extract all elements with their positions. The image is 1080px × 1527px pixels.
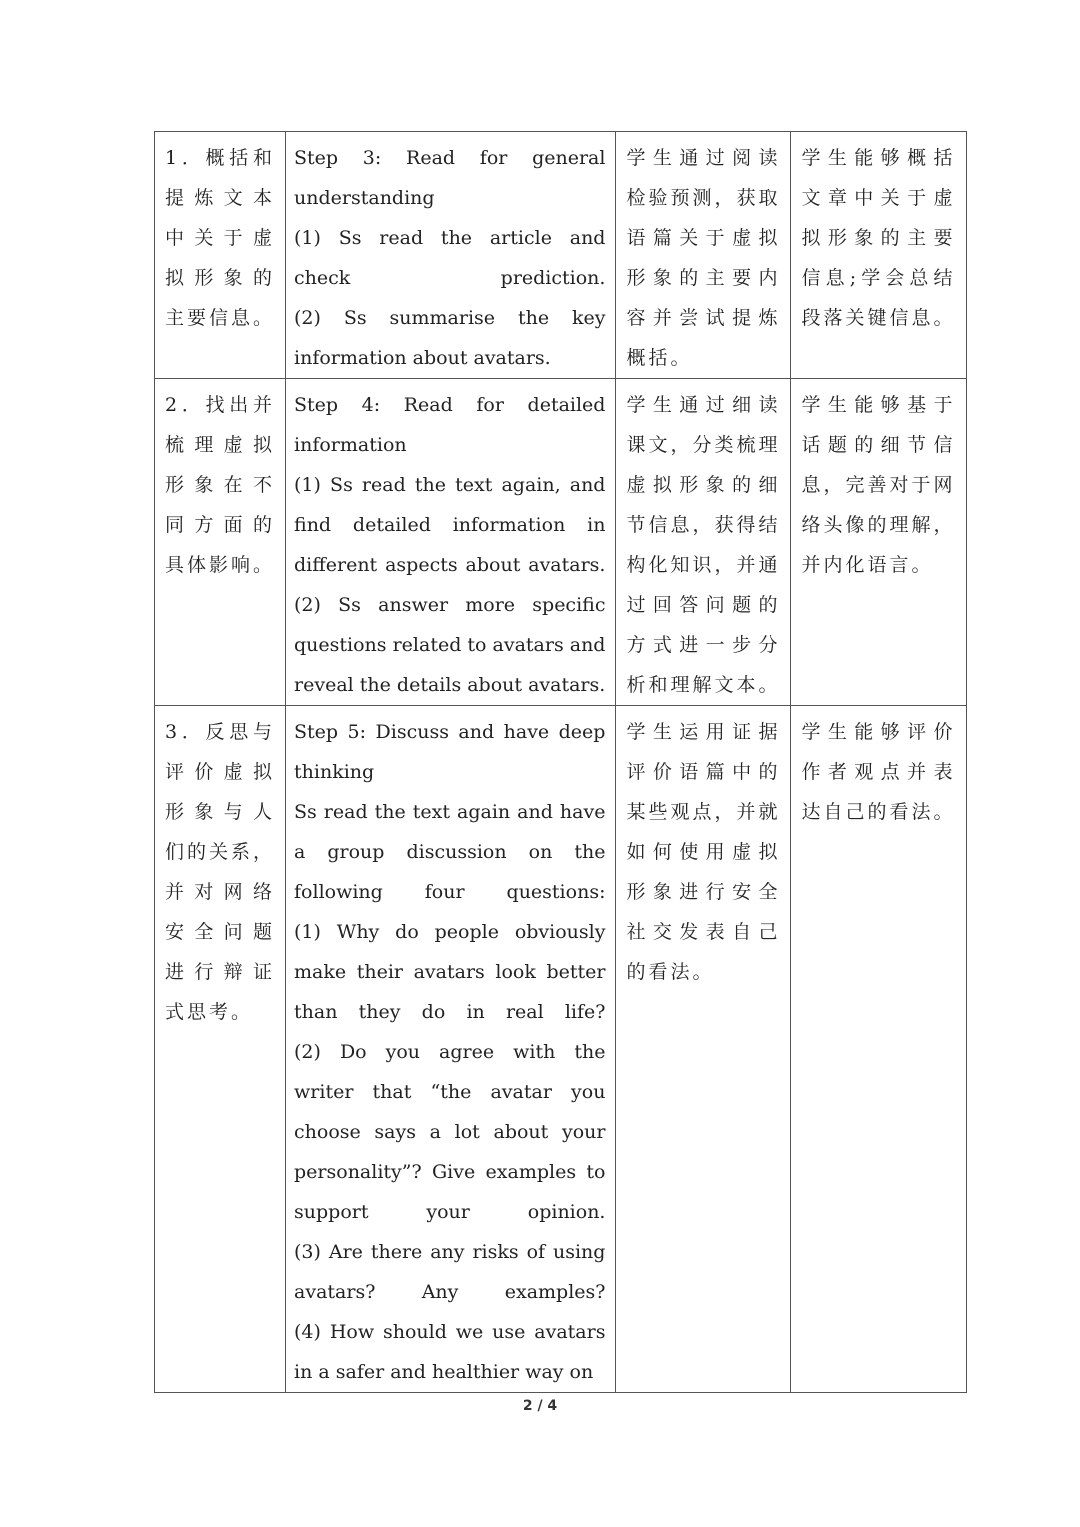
objective-text-line: 同方面的	[165, 514, 276, 536]
activity-text-line: Ss read the text again and have	[294, 801, 606, 823]
assessment-text-line: 学生能够评价	[801, 721, 956, 743]
objective-cell	[155, 379, 286, 706]
intention-text-line: 方式进一步分	[626, 634, 781, 656]
activity-text-line: writer that “the avatar you	[294, 1081, 606, 1103]
objective-text-line: 形象与人	[165, 801, 276, 823]
activity-cell	[286, 132, 616, 379]
activity-text-line: (4) How should we use avatars	[294, 1321, 606, 1343]
intention-cell	[616, 706, 791, 1393]
intention-text-line: 检验预测，获取	[626, 187, 781, 209]
activity-text-line: than they do in real life?	[294, 1001, 606, 1023]
objective-text-line: 中关于虚	[165, 227, 276, 249]
activity-text-line: (1) Why do people obviously	[294, 921, 606, 943]
activity-text-line: check prediction.	[294, 267, 606, 289]
assessment-text-line: 段落关键信息。	[801, 307, 956, 329]
intention-text-line: 语篇关于虚拟	[626, 227, 781, 249]
intention-text-line: 容并尝试提炼	[626, 307, 781, 329]
objective-cell	[155, 132, 286, 379]
assessment-text-line: 并内化语言。	[801, 554, 934, 576]
objective-text-line: 安全问题	[165, 921, 276, 943]
intention-cell	[616, 379, 791, 706]
objective-text-line: 主要信息。	[165, 307, 276, 329]
intention-text-line: 构化知识，并通	[626, 554, 781, 576]
activity-text-line: in a safer and healthier way on	[294, 1361, 594, 1383]
intention-text-line: 学生运用证据	[626, 721, 781, 743]
lesson-plan-table	[154, 131, 967, 1393]
intention-text-line: 析和理解文本。	[626, 674, 781, 696]
intention-text-line: 社交发表自己	[626, 921, 781, 943]
objective-text-line: 3．反思与	[165, 721, 276, 743]
table-row	[155, 132, 967, 379]
activity-text-line: (3) Are there any risks of using	[294, 1241, 606, 1263]
activity-text-line: (2) Ss answer more specific	[294, 594, 606, 616]
assessment-text-line: 信息;学会总结	[801, 267, 956, 289]
activity-text-line: reveal the details about avatars.	[294, 674, 606, 696]
objective-text-line: 式思考。	[165, 1001, 254, 1023]
intention-text-line: 评价语篇中的	[626, 761, 781, 783]
intention-text-line: 学生通过阅读	[626, 147, 781, 169]
activity-text-line: Step 5: Discuss and have deep	[294, 721, 606, 743]
intention-text-line: 某些观点，并就	[626, 801, 781, 823]
objective-text-line: 形象在不	[165, 474, 276, 496]
activity-text-line: thinking	[294, 761, 375, 783]
intention-text-line: 如何使用虚拟	[626, 841, 781, 863]
assessment-text-line: 拟形象的主要	[801, 227, 956, 249]
activity-text-line: (1) Ss read the article and	[294, 227, 606, 249]
activity-text-line: (2) Ss summarise the key	[294, 307, 606, 329]
objective-text-line: 并对网络	[165, 881, 276, 903]
activity-text-line: personality”? Give examples to	[294, 1161, 606, 1183]
activity-text-line: information about avatars.	[294, 347, 551, 369]
activity-text-line: a group discussion on the	[294, 841, 606, 863]
activity-text-line: (2) Do you agree with the	[294, 1041, 606, 1063]
activity-text-line: following four questions:	[294, 881, 606, 903]
assessment-cell	[791, 132, 966, 379]
intention-text-line: 学生通过细读	[626, 394, 781, 416]
activity-text-line: different aspects about avatars.	[294, 554, 606, 576]
intention-text-line: 形象进行安全	[626, 881, 781, 903]
intention-text-line: 节信息，获得结	[626, 514, 781, 536]
activity-text-line: (1) Ss read the text again, and	[294, 474, 606, 496]
intention-text-line: 概括。	[626, 347, 693, 369]
assessment-text-line: 文章中关于虚	[801, 187, 956, 209]
intention-text-line: 的看法。	[626, 961, 715, 983]
activity-text-line: questions related to avatars and	[294, 634, 606, 656]
intention-text-line: 虚拟形象的细	[626, 474, 781, 496]
page-number: 2 / 4	[522, 1398, 558, 1414]
assessment-text-line: 话题的细节信	[801, 434, 956, 456]
assessment-text-line: 息，完善对于网	[801, 474, 956, 496]
activity-text-line: information	[294, 434, 407, 456]
table-row	[155, 379, 967, 706]
assessment-cell	[791, 379, 966, 706]
objective-cell	[155, 706, 286, 1393]
objective-text-line: 拟形象的	[165, 267, 276, 289]
assessment-cell	[791, 706, 966, 1393]
activity-text-line: support your opinion.	[294, 1201, 606, 1223]
assessment-text-line: 学生能够基于	[801, 394, 956, 416]
objective-text-line: 具体影响。	[165, 554, 276, 576]
assessment-text-line: 学生能够概括	[801, 147, 956, 169]
activity-cell	[286, 706, 616, 1393]
assessment-text-line: 络头像的理解，	[801, 514, 956, 536]
table-row	[155, 706, 967, 1393]
assessment-text-line: 达自己的看法。	[801, 801, 956, 823]
objective-text-line: 1．概括和	[165, 147, 276, 169]
objective-text-line: 提炼文本	[165, 187, 276, 209]
activity-text-line: Step 4: Read for detailed	[294, 394, 606, 416]
intention-text-line: 形象的主要内	[626, 267, 781, 289]
activity-text-line: choose says a lot about your	[294, 1121, 606, 1143]
activity-cell	[286, 379, 616, 706]
activity-text-line: find detailed information in	[294, 514, 606, 536]
activity-text-line: understanding	[294, 187, 435, 209]
objective-text-line: 评价虚拟	[165, 761, 276, 783]
assessment-text-line: 作者观点并表	[801, 761, 956, 783]
activity-text-line: make their avatars look better	[294, 961, 606, 983]
objective-text-line: 们的关系，	[165, 841, 276, 863]
activity-text-line: Step 3: Read for general	[294, 147, 606, 169]
intention-text-line: 过回答问题的	[626, 594, 781, 616]
intention-text-line: 课文，分类梳理	[626, 434, 781, 456]
objective-text-line: 进行辩证	[165, 961, 276, 983]
activity-text-line: avatars? Any examples?	[294, 1281, 606, 1303]
intention-cell	[616, 132, 791, 379]
objective-text-line: 2．找出并	[165, 394, 276, 416]
objective-text-line: 梳理虚拟	[165, 434, 276, 456]
